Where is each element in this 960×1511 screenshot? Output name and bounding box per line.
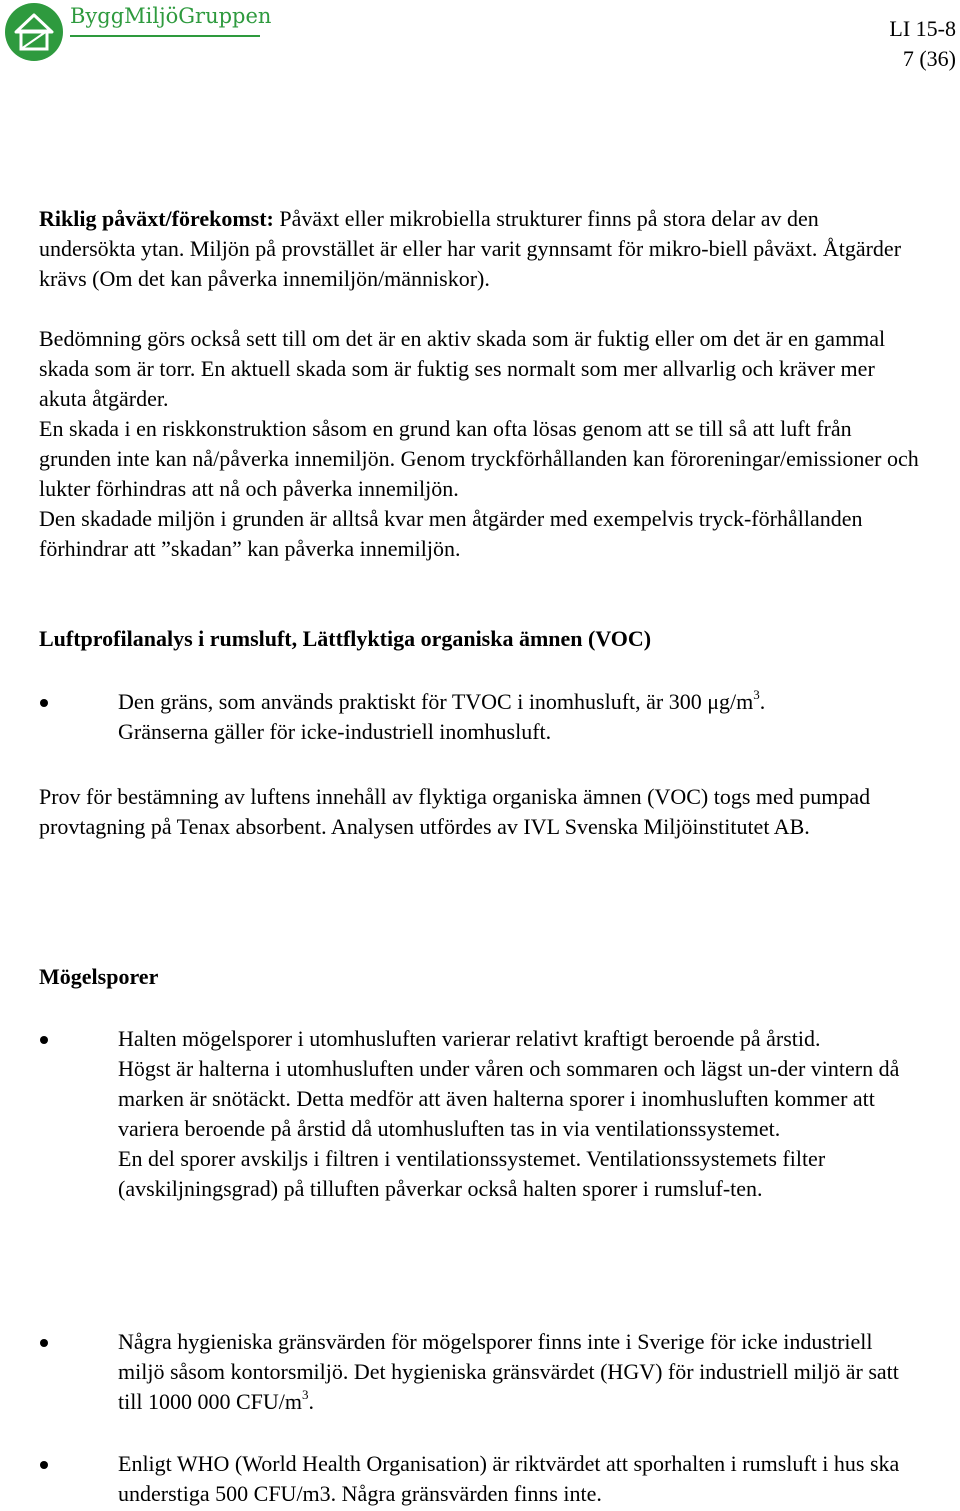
mold-who-text: Enligt WHO (World Health Organisation) är riktvärdet att sporhalten i rumsluft i hus ska understiga 500 CFU/m3. Några gränsvärden finns inte. [118,1451,900,1506]
voc-limit-sup: 3 [753,686,760,702]
growth-description: Påväxt eller mikrobiella strukturer finns på stora delar av den undersökta ytan. Miljön på provstället är eller har varit gynnsamt för mikro-biell påväxt. Åtgärder krävs (Om det kan påverka innemiljön/människor). [39,206,902,291]
assessment-paragraph-3 [39,504,919,564]
bullet-icon [40,1339,48,1347]
voc-limit-line [118,687,908,717]
assessment-text-3: Den skadade miljön i grunden är alltså kvar men åtgärder med exempelvis tryck-förhållanden förhindrar att ”skadan” kan påverka innemiljön. [39,506,863,561]
bullet-icon [40,1036,48,1044]
logo-underline [70,35,260,37]
mold-hgv-text: Några hygieniska gränsvärden för mögelsporer finns inte i Sverige för icke industriell miljö såsom kontorsmiljö. Det hygieniska gränsvärdet (HGV) för industriell miljö är satt till 1000 000 CFU/m [118,1329,899,1414]
assessment-paragraph-1 [39,324,919,414]
page-reference [889,14,956,74]
voc-limit-scope: Gränserna gäller för icke-industriell inomhusluft. [118,719,552,744]
voc-heading: Luftprofilanalys i rumsluft, Lättflyktiga organiska ämnen (VOC) [39,626,652,651]
growth-term: Riklig påväxt/förekomst: [39,206,274,231]
house-logo-icon [4,2,64,62]
assessment-paragraph-2 [39,414,919,504]
logo-wordmark: ByggMiljöGruppen [70,4,272,28]
mold-bullet-1 [118,1024,908,1204]
mold-bullet-2 [118,1327,908,1417]
bullet-icon [40,1461,48,1469]
mold-bullet-1-text-2: Högst är halterna i utomhusluften under våren och sommaren och lägst un-der vintern då marken är snötäckt. Detta medför att även halterna sporer i inomhusluften kommer att variera beroende på årstid då utomhusluften tas in via ventilationssystemet. [118,1056,900,1141]
voc-limit-period: . [759,689,766,714]
mold-hgv-sup: 3 [301,1386,309,1402]
mold-bullet-1-text-1: Halten mögelsporer i utomhusluften varierar relativt kraftigt beroende på årstid. [118,1026,821,1051]
bullet-icon [40,699,48,707]
mold-bullet-1-text-3: En del sporer avskiljs i filtren i ventilationssystemet. Ventilationssystemets filter (avskiljningsgrad) på tilluften påverkar också halten sporer i rumsluf-ten. [118,1146,826,1201]
page-number: 7 (36) [902,46,956,71]
mold-bullet-3 [118,1449,908,1509]
voc-bullet [118,687,908,747]
mold-heading: Mögelsporer [39,964,159,989]
assessment-text-1: Bedömning görs också sett till om det är en aktiv skada som är fuktig eller om det är en gammal skada som är torr. En aktuell skada som är fuktig ses normalt som mer allvarlig och kräver mer akuta åtgärder. [39,326,886,411]
assessment-text-2: En skada i en riskkonstruktion såsom en grund kan ofta lösas genom att se till så att luft från grunden inte kan nå/påverka innemiljön. Genom tryckförhållanden kan föroreningar/emissioner och lukter förhindras att nå och påverka innemiljön. [39,416,919,501]
voc-limit-text: Den gräns, som används praktiskt för TVOC i inomhusluft, är 300 μg/m [118,689,754,714]
mold-hgv-line [118,1327,908,1417]
voc-method-paragraph [39,782,919,842]
company-logo [4,2,272,62]
voc-method-text: Prov för bestämning av luftens innehåll av flyktiga organiska ämnen (VOC) togs med pumpad provtagning på Tenax absorbent. Analysen utfördes av IVL Svenska Miljöinstitutet AB. [39,784,871,839]
document-id: LI 15-8 [889,16,956,41]
growth-definition-paragraph [39,204,919,294]
mold-hgv-period: . [308,1389,314,1414]
